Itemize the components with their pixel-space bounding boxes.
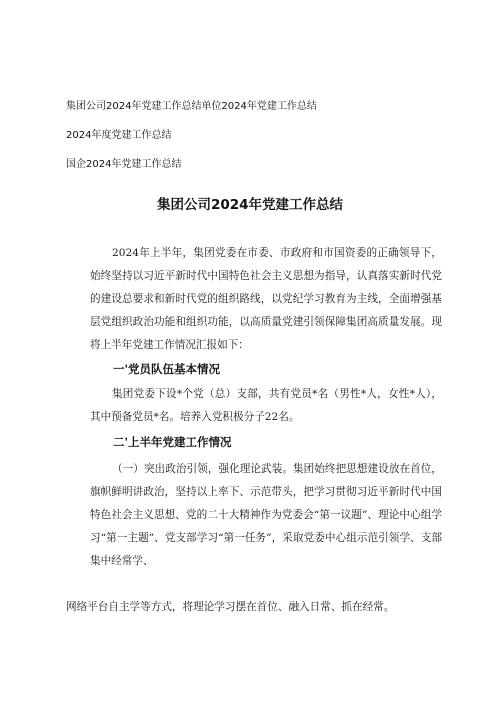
section-heading-1: 一'党员队伍基本情况: [113, 362, 221, 376]
section-heading-2: 二'上半年党建工作情况: [113, 435, 232, 449]
header-line-3: 国企2024年党建工作总结: [66, 159, 182, 170]
section-1-paragraph: 集团党委下设*个党（总）支部，共有党员*名（男性*人，女性*人），其中预备党员*名。培养入党积极分子22名。: [90, 388, 442, 423]
section-2-paragraph: （一）突出政治引领，强化理论武装。集团始终把思想建设放在首位，旗帜鲜明讲政治，坚持以上率下、示范带头，把学习贯彻习近平新时代中国特色社会主义思想、党的二十大精神作为党委会“第一议题”、理论中心组学习“第一主题”、党支部学习“第一任务”，采取党委中心组示范引领学、支部集中经常学、: [90, 463, 442, 567]
closing-line: 网络平台自主学等方式，将理论学习摆在首位、融入日常、抓在经常。: [66, 601, 395, 613]
document-title: 集团公司2024年党建工作总结: [156, 197, 344, 213]
intro-paragraph: 2024年上半年，集团党委在市委、市政府和市国资委的正确领导下，始终坚持以习近平新时代中国特色社会主义思想为指导，认真落实新时代党的建设总要求和新时代党的组织路线，以党纪学习教育为主线，全面增强基层党组织政治功能和组织功能，以高质量党建引领保障集团高质量发展。现将上半年党建工作情况汇报如下：: [90, 247, 442, 351]
header-line-2: 2024年度党建工作总结: [66, 130, 172, 141]
header-line-1: 集团公司2024年党建工作总结单位2024年党建工作总结: [66, 101, 317, 112]
